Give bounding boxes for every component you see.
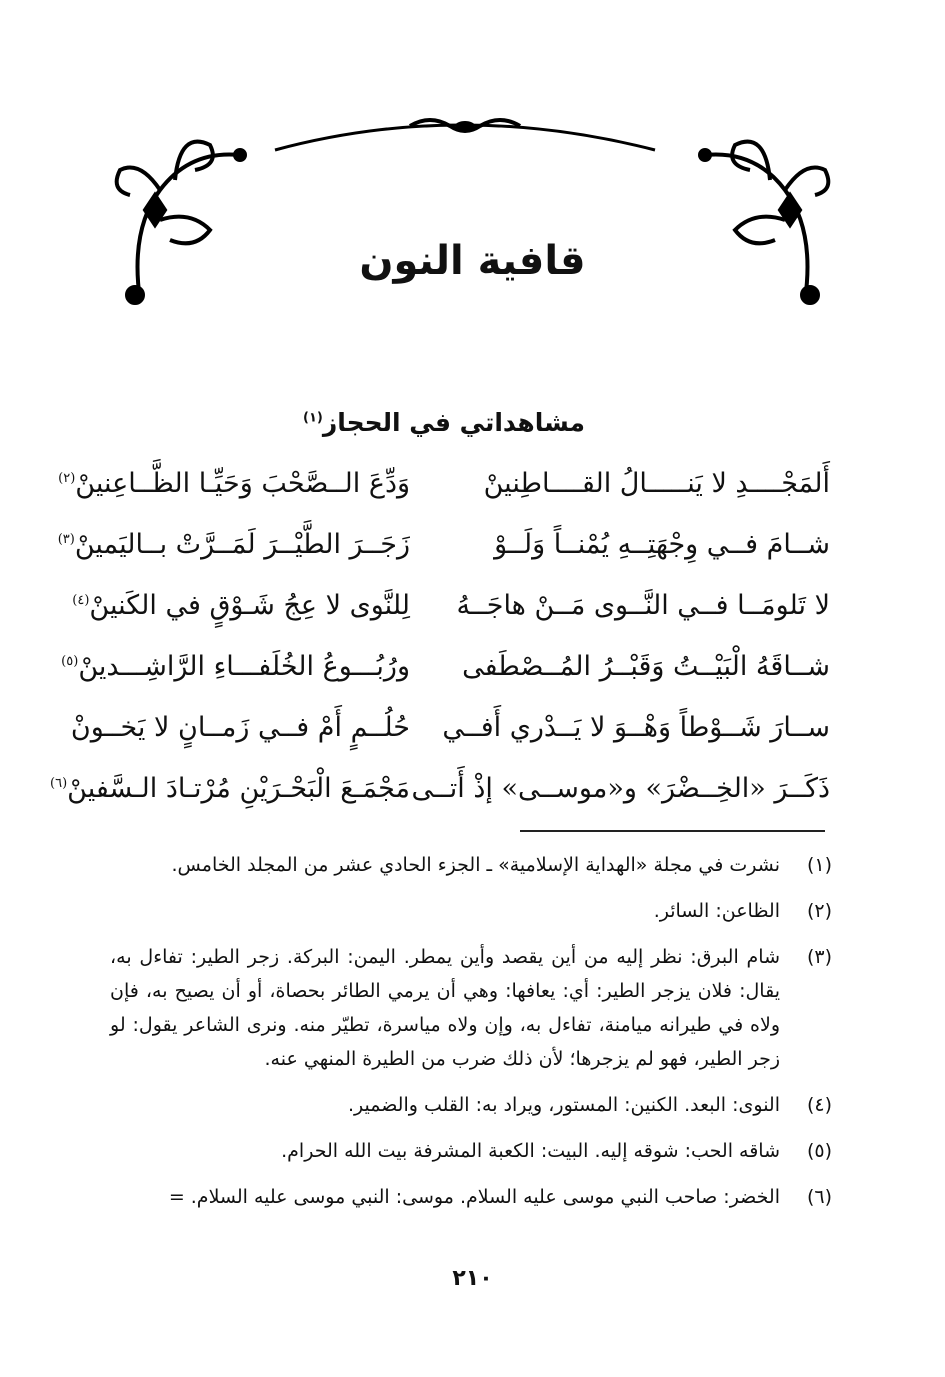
hemistich-text: حُلُــمٍ أَمْ فــي زَمــانٍ لا يَخــونْ [70, 712, 410, 743]
footnote-number: (٣) [806, 946, 832, 968]
verse-4 [61, 643, 840, 704]
footnote-number: (٤) [806, 1094, 832, 1116]
verse-first-hemistich: شــاقَهُ الْبَيْــتُ وَقَبْــرُ المُــصْطَفى [462, 651, 830, 682]
poem-verses [50, 460, 840, 826]
chapter-title: قافية النون [359, 238, 586, 284]
verse-3 [72, 582, 840, 643]
hemistich-text: مَجْمَـعَ الْبَحْـرَيْنِ مُرْتـادَ الـسَّفينْ [67, 773, 410, 804]
footnote-number: (٦) [806, 1186, 832, 1208]
verse-first-hemistich: شــامَ فــي وِجْهَتِــهِ يُمْنــاً وَلَــوْ [494, 529, 830, 560]
footnote-text: الخضر: صاحب النبي موسى عليه السلام. موسى: النبي موسى عليه السلام. = [168, 1186, 780, 1208]
hemistich-text: وَدِّعَ الــصَّحْبَ وَحَيِّـا الظَّــاعِنينْ [75, 468, 410, 499]
verse-second-hemistich [71, 712, 410, 743]
footnote-ref: (٥) [61, 654, 79, 669]
verse-2 [57, 521, 840, 582]
footnote-ref: (٢) [58, 471, 76, 486]
verse-1 [58, 460, 840, 521]
footnote-text: نشرت في مجلة «الهداية الإسلامية» ـ الجزء الحادي عشر من المجلد الخامس. [171, 854, 780, 876]
footnote-3 [110, 940, 832, 1076]
footnotes [110, 848, 832, 1226]
footnote-6 [110, 1180, 832, 1214]
verse-first-hemistich: ذَكَــرَ «الخِــضْرَ» و«موســى» إذْ أَتــى [411, 773, 830, 804]
footnote-ref: (٤) [72, 593, 90, 608]
verse-second-hemistich [50, 773, 410, 804]
poem-title-footnote-ref: (١) [302, 410, 323, 426]
footnote-text: شاقه الحب: شوقه إليه. البيت: الكعبة المشرفة بيت الله الحرام. [281, 1140, 780, 1162]
footnote-text: شام البرق: نظر إليه من أين يقصد وأين يمطر. اليمن: البركة. زجر الطير: تفاءل به، يقال: فلان يزجر الطير: أي: يعافها: وهي أن يرمي الطائر بحصاة، أو أن يصيح به، فإن ولاه في طيرانه ميامنة، تفاءل به، وإن ولاه مياسرة، تطيّر منه. ونرى الشاعر يقول: لو زجر الطير، فهو لم يزجرها؛ لأن ذلك ضرب من الطيرة المنهي عنه. [110, 946, 780, 1070]
verse-second-hemistich [72, 590, 410, 621]
verse-second-hemistich [58, 529, 410, 560]
poem-title [303, 408, 585, 437]
verse-first-hemistich: لا تَلومَــا فــي النَّــوى مَــنْ هاجَــهُ [456, 590, 830, 621]
verse-5 [70, 704, 840, 765]
footnote-1 [110, 848, 832, 882]
footnote-2 [110, 894, 832, 928]
hemistich-text: لِلنَّوى لا عِجُ شَـوْقٍ في الكَنينْ [89, 590, 410, 621]
verse-second-hemistich [61, 651, 410, 682]
hemistich-text: زَجَــرَ الطَّيْــرَ لَمَــرَّتْ بــاليَمينْ [74, 529, 410, 560]
footnote-divider [520, 830, 825, 832]
verse-first-hemistich: ســارَ شَــوْطاً وَهْــوَ لا يَــدْري أَفــي [442, 712, 830, 743]
footnote-number: (٥) [806, 1140, 832, 1162]
hemistich-text: ورُبُـــوعُ الخُلَفـــاءِ الرَّاشِـــدينْ [78, 651, 410, 682]
header-ornament [100, 110, 845, 320]
footnote-text: الظاعن: السائر. [653, 900, 780, 922]
verse-6 [50, 765, 840, 826]
footnote-5 [110, 1134, 832, 1168]
footnote-number: (٢) [806, 900, 832, 922]
footnote-ref: (٣) [57, 532, 75, 547]
page-number: ٢١٠ [452, 1266, 493, 1291]
verse-first-hemistich: أَلمَجْــــدِ لا يَنـــــالُ القــــاطِنينْ [483, 468, 830, 499]
footnote-text: النوى: البعد. الكنين: المستور، ويراد به: القلب والضمير. [347, 1094, 780, 1116]
footnote-4 [110, 1088, 832, 1122]
footnote-ref: (٦) [50, 776, 68, 791]
verse-second-hemistich [58, 468, 410, 499]
footnote-number: (١) [806, 854, 832, 876]
poem-title-text: مشاهداتي في الحجاز [322, 408, 585, 437]
